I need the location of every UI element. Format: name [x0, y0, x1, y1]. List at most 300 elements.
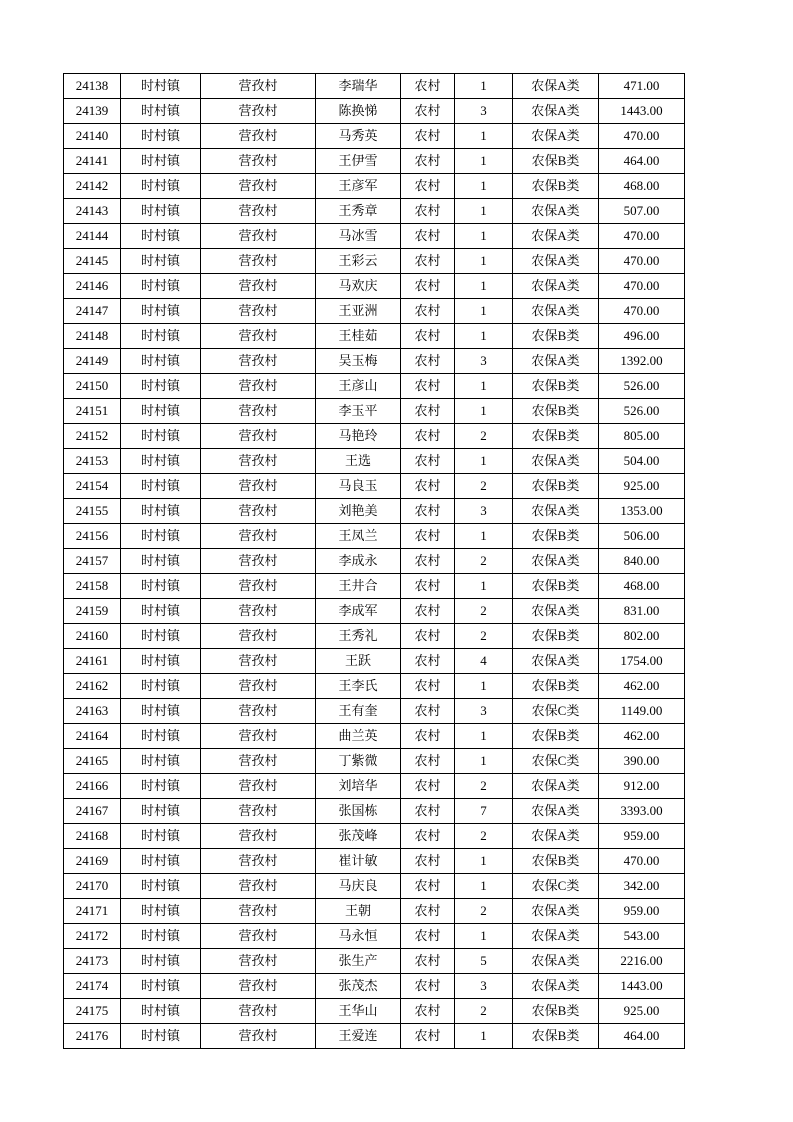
table-cell-name: 马艳玲 [316, 424, 401, 449]
table-cell-id: 24164 [64, 724, 121, 749]
table-cell-residence: 农村 [401, 74, 455, 99]
table-cell-category: 农保A类 [513, 824, 599, 849]
table-cell-amount: 959.00 [599, 899, 685, 924]
table-cell-residence: 农村 [401, 874, 455, 899]
table-row [64, 274, 685, 299]
table-cell-category: 农保B类 [513, 149, 599, 174]
table-cell-amount: 470.00 [599, 249, 685, 274]
table-cell-amount: 1353.00 [599, 499, 685, 524]
table-cell-category: 农保A类 [513, 74, 599, 99]
table-cell-id: 24140 [64, 124, 121, 149]
table-cell-residence: 农村 [401, 199, 455, 224]
table-cell-category: 农保A类 [513, 199, 599, 224]
table-cell-id: 24145 [64, 249, 121, 274]
table-cell-id: 24167 [64, 799, 121, 824]
table-cell-id: 24158 [64, 574, 121, 599]
table-cell-amount: 526.00 [599, 399, 685, 424]
table-cell-town: 时村镇 [121, 499, 201, 524]
table-cell-town: 时村镇 [121, 774, 201, 799]
table-cell-town: 时村镇 [121, 624, 201, 649]
table-cell-amount: 470.00 [599, 849, 685, 874]
table-cell-persons: 3 [455, 699, 513, 724]
table-cell-town: 时村镇 [121, 599, 201, 624]
table-cell-village: 营孜村 [201, 124, 316, 149]
table-row [64, 674, 685, 699]
table-cell-name: 刘艳美 [316, 499, 401, 524]
table-cell-village: 营孜村 [201, 824, 316, 849]
table-cell-persons: 2 [455, 774, 513, 799]
table-cell-village: 营孜村 [201, 299, 316, 324]
table-cell-residence: 农村 [401, 274, 455, 299]
table-row [64, 999, 685, 1024]
table-cell-town: 时村镇 [121, 449, 201, 474]
table-cell-town: 时村镇 [121, 374, 201, 399]
table-cell-village: 营孜村 [201, 949, 316, 974]
table-cell-town: 时村镇 [121, 899, 201, 924]
table-cell-amount: 3393.00 [599, 799, 685, 824]
table-cell-village: 营孜村 [201, 1024, 316, 1049]
table-cell-category: 农保B类 [513, 624, 599, 649]
table-cell-name: 王伊雪 [316, 149, 401, 174]
table-cell-name: 张生产 [316, 949, 401, 974]
table-cell-persons: 1 [455, 199, 513, 224]
table-row [64, 74, 685, 99]
table-cell-village: 营孜村 [201, 74, 316, 99]
table-cell-name: 陈换悌 [316, 99, 401, 124]
table-cell-persons: 2 [455, 824, 513, 849]
table-cell-amount: 464.00 [599, 1024, 685, 1049]
table-cell-village: 营孜村 [201, 174, 316, 199]
table-cell-residence: 农村 [401, 799, 455, 824]
table-cell-persons: 1 [455, 324, 513, 349]
table-cell-name: 王朝 [316, 899, 401, 924]
table-cell-name: 王彦军 [316, 174, 401, 199]
table-cell-town: 时村镇 [121, 999, 201, 1024]
table-cell-name: 王李氏 [316, 674, 401, 699]
table-cell-category: 农保B类 [513, 999, 599, 1024]
table-cell-amount: 840.00 [599, 549, 685, 574]
table-cell-category: 农保B类 [513, 674, 599, 699]
table-cell-category: 农保A类 [513, 974, 599, 999]
table-cell-name: 王凤兰 [316, 524, 401, 549]
table-cell-residence: 农村 [401, 674, 455, 699]
table-cell-amount: 925.00 [599, 474, 685, 499]
table-cell-town: 时村镇 [121, 199, 201, 224]
table-cell-name: 张茂峰 [316, 824, 401, 849]
table-cell-category: 农保A类 [513, 349, 599, 374]
table-cell-id: 24165 [64, 749, 121, 774]
table-cell-amount: 470.00 [599, 124, 685, 149]
table-cell-town: 时村镇 [121, 399, 201, 424]
table-cell-category: 农保A类 [513, 299, 599, 324]
table-cell-town: 时村镇 [121, 849, 201, 874]
table-cell-residence: 农村 [401, 524, 455, 549]
table-cell-id: 24154 [64, 474, 121, 499]
table-cell-name: 王有奎 [316, 699, 401, 724]
table-cell-id: 24148 [64, 324, 121, 349]
table-cell-category: 农保A类 [513, 799, 599, 824]
table-cell-residence: 农村 [401, 724, 455, 749]
table-cell-category: 农保A类 [513, 599, 599, 624]
table-cell-category: 农保B类 [513, 424, 599, 449]
table-cell-name: 张茂杰 [316, 974, 401, 999]
table-cell-town: 时村镇 [121, 674, 201, 699]
table-row [64, 424, 685, 449]
table-row [64, 724, 685, 749]
table-cell-id: 24159 [64, 599, 121, 624]
table-cell-id: 24162 [64, 674, 121, 699]
table-cell-persons: 1 [455, 274, 513, 299]
table-cell-persons: 7 [455, 799, 513, 824]
table-cell-name: 李成永 [316, 549, 401, 574]
table-cell-town: 时村镇 [121, 74, 201, 99]
table-cell-residence: 农村 [401, 549, 455, 574]
table-cell-village: 营孜村 [201, 149, 316, 174]
table-cell-id: 24156 [64, 524, 121, 549]
table-cell-amount: 464.00 [599, 149, 685, 174]
table-cell-town: 时村镇 [121, 299, 201, 324]
table-cell-residence: 农村 [401, 624, 455, 649]
table-cell-amount: 496.00 [599, 324, 685, 349]
table-cell-category: 农保B类 [513, 399, 599, 424]
table-cell-id: 24171 [64, 899, 121, 924]
table-cell-village: 营孜村 [201, 924, 316, 949]
table-cell-amount: 805.00 [599, 424, 685, 449]
table-cell-residence: 农村 [401, 999, 455, 1024]
table-cell-name: 刘培华 [316, 774, 401, 799]
table-cell-persons: 2 [455, 999, 513, 1024]
table-cell-residence: 农村 [401, 599, 455, 624]
table-cell-village: 营孜村 [201, 974, 316, 999]
table-cell-persons: 2 [455, 599, 513, 624]
table-cell-village: 营孜村 [201, 349, 316, 374]
table-cell-name: 马庆良 [316, 874, 401, 899]
table-cell-village: 营孜村 [201, 524, 316, 549]
table-row [64, 524, 685, 549]
table-row [64, 749, 685, 774]
table-cell-persons: 3 [455, 349, 513, 374]
table-cell-residence: 农村 [401, 774, 455, 799]
table-row [64, 799, 685, 824]
table-cell-village: 营孜村 [201, 699, 316, 724]
table-cell-village: 营孜村 [201, 724, 316, 749]
table-cell-residence: 农村 [401, 649, 455, 674]
table-cell-persons: 3 [455, 499, 513, 524]
table-row [64, 374, 685, 399]
table-cell-village: 营孜村 [201, 224, 316, 249]
table-cell-town: 时村镇 [121, 349, 201, 374]
table-cell-name: 李成军 [316, 599, 401, 624]
table-cell-id: 24157 [64, 549, 121, 574]
table-cell-category: 农保A类 [513, 899, 599, 924]
table-cell-name: 王秀章 [316, 199, 401, 224]
table-row [64, 649, 685, 674]
table-cell-village: 营孜村 [201, 574, 316, 599]
table-cell-village: 营孜村 [201, 774, 316, 799]
table-cell-amount: 471.00 [599, 74, 685, 99]
table-cell-category: 农保A类 [513, 124, 599, 149]
table-cell-persons: 1 [455, 374, 513, 399]
table-cell-town: 时村镇 [121, 274, 201, 299]
table-cell-id: 24173 [64, 949, 121, 974]
table-cell-category: 农保B类 [513, 374, 599, 399]
table-cell-persons: 5 [455, 949, 513, 974]
table-cell-village: 营孜村 [201, 499, 316, 524]
table-cell-residence: 农村 [401, 249, 455, 274]
table-cell-category: 农保A类 [513, 249, 599, 274]
table-cell-amount: 468.00 [599, 174, 685, 199]
table-cell-town: 时村镇 [121, 524, 201, 549]
table-cell-category: 农保A类 [513, 949, 599, 974]
table-cell-category: 农保C类 [513, 749, 599, 774]
table-cell-persons: 1 [455, 449, 513, 474]
table-row [64, 399, 685, 424]
table-cell-amount: 526.00 [599, 374, 685, 399]
table-cell-village: 营孜村 [201, 199, 316, 224]
table-cell-persons: 1 [455, 749, 513, 774]
table-row [64, 249, 685, 274]
table-cell-amount: 470.00 [599, 274, 685, 299]
table-cell-amount: 543.00 [599, 924, 685, 949]
table-cell-amount: 470.00 [599, 224, 685, 249]
table-cell-amount: 912.00 [599, 774, 685, 799]
table-cell-amount: 462.00 [599, 674, 685, 699]
table-cell-id: 24163 [64, 699, 121, 724]
table-cell-amount: 1392.00 [599, 349, 685, 374]
table-cell-town: 时村镇 [121, 249, 201, 274]
table-cell-category: 农保C类 [513, 874, 599, 899]
table-cell-village: 营孜村 [201, 599, 316, 624]
table-cell-village: 营孜村 [201, 399, 316, 424]
table-cell-residence: 农村 [401, 299, 455, 324]
records-table [63, 73, 685, 1049]
table-cell-id: 24169 [64, 849, 121, 874]
table-cell-id: 24142 [64, 174, 121, 199]
table-cell-category: 农保B类 [513, 524, 599, 549]
table-cell-name: 马永恒 [316, 924, 401, 949]
table-cell-id: 24151 [64, 399, 121, 424]
records-tbody [64, 74, 685, 1049]
table-cell-residence: 农村 [401, 449, 455, 474]
table-row [64, 574, 685, 599]
table-cell-residence: 农村 [401, 899, 455, 924]
table-cell-amount: 925.00 [599, 999, 685, 1024]
table-cell-village: 营孜村 [201, 324, 316, 349]
table-row [64, 149, 685, 174]
table-row [64, 299, 685, 324]
table-cell-persons: 1 [455, 924, 513, 949]
table-cell-persons: 1 [455, 674, 513, 699]
table-row [64, 224, 685, 249]
table-cell-name: 王亚洲 [316, 299, 401, 324]
table-cell-persons: 1 [455, 174, 513, 199]
table-cell-residence: 农村 [401, 949, 455, 974]
table-cell-persons: 1 [455, 74, 513, 99]
table-cell-name: 王井合 [316, 574, 401, 599]
table-cell-id: 24161 [64, 649, 121, 674]
table-cell-name: 王彩云 [316, 249, 401, 274]
table-cell-category: 农保A类 [513, 99, 599, 124]
table-cell-category: 农保A类 [513, 649, 599, 674]
table-cell-town: 时村镇 [121, 949, 201, 974]
table-cell-id: 24153 [64, 449, 121, 474]
table-cell-name: 马欢庆 [316, 274, 401, 299]
table-cell-village: 营孜村 [201, 849, 316, 874]
table-cell-id: 24143 [64, 199, 121, 224]
table-cell-residence: 农村 [401, 149, 455, 174]
table-cell-village: 营孜村 [201, 549, 316, 574]
table-cell-town: 时村镇 [121, 99, 201, 124]
table-row [64, 474, 685, 499]
table-cell-persons: 2 [455, 899, 513, 924]
table-cell-amount: 1443.00 [599, 99, 685, 124]
table-cell-category: 农保B类 [513, 574, 599, 599]
table-row [64, 199, 685, 224]
table-cell-town: 时村镇 [121, 824, 201, 849]
table-cell-persons: 1 [455, 874, 513, 899]
table-cell-village: 营孜村 [201, 799, 316, 824]
table-cell-id: 24174 [64, 974, 121, 999]
table-cell-town: 时村镇 [121, 424, 201, 449]
table-cell-id: 24170 [64, 874, 121, 899]
table-cell-name: 王华山 [316, 999, 401, 1024]
table-cell-village: 营孜村 [201, 899, 316, 924]
table-row [64, 974, 685, 999]
table-cell-amount: 506.00 [599, 524, 685, 549]
table-cell-id: 24141 [64, 149, 121, 174]
table-cell-town: 时村镇 [121, 1024, 201, 1049]
table-cell-residence: 农村 [401, 399, 455, 424]
table-row [64, 774, 685, 799]
table-cell-residence: 农村 [401, 849, 455, 874]
table-row [64, 174, 685, 199]
table-cell-persons: 2 [455, 549, 513, 574]
table-cell-village: 营孜村 [201, 649, 316, 674]
table-cell-amount: 831.00 [599, 599, 685, 624]
table-cell-name: 王彦山 [316, 374, 401, 399]
table-cell-name: 王爱连 [316, 1024, 401, 1049]
table-cell-amount: 390.00 [599, 749, 685, 774]
table-cell-persons: 1 [455, 399, 513, 424]
table-cell-category: 农保A类 [513, 224, 599, 249]
table-cell-name: 李玉平 [316, 399, 401, 424]
table-row [64, 824, 685, 849]
table-cell-residence: 农村 [401, 924, 455, 949]
table-cell-id: 24166 [64, 774, 121, 799]
table-cell-persons: 1 [455, 524, 513, 549]
table-cell-name: 王秀礼 [316, 624, 401, 649]
table-cell-village: 营孜村 [201, 374, 316, 399]
table-cell-town: 时村镇 [121, 699, 201, 724]
table-cell-persons: 2 [455, 474, 513, 499]
table-cell-town: 时村镇 [121, 874, 201, 899]
table-row [64, 499, 685, 524]
table-cell-name: 丁紫微 [316, 749, 401, 774]
table-cell-village: 营孜村 [201, 449, 316, 474]
table-cell-name: 王选 [316, 449, 401, 474]
table-cell-amount: 470.00 [599, 299, 685, 324]
table-cell-persons: 1 [455, 1024, 513, 1049]
table-cell-residence: 农村 [401, 349, 455, 374]
table-cell-village: 营孜村 [201, 999, 316, 1024]
table-row [64, 949, 685, 974]
table-cell-amount: 1149.00 [599, 699, 685, 724]
table-cell-persons: 3 [455, 974, 513, 999]
table-cell-village: 营孜村 [201, 749, 316, 774]
table-cell-village: 营孜村 [201, 474, 316, 499]
table-cell-village: 营孜村 [201, 624, 316, 649]
table-cell-persons: 2 [455, 624, 513, 649]
table-cell-persons: 1 [455, 224, 513, 249]
table-cell-id: 24176 [64, 1024, 121, 1049]
table-row [64, 324, 685, 349]
table-cell-town: 时村镇 [121, 974, 201, 999]
table-cell-persons: 1 [455, 724, 513, 749]
table-cell-residence: 农村 [401, 699, 455, 724]
table-cell-id: 24172 [64, 924, 121, 949]
table-cell-town: 时村镇 [121, 149, 201, 174]
table-cell-id: 24160 [64, 624, 121, 649]
table-cell-amount: 1443.00 [599, 974, 685, 999]
table-cell-town: 时村镇 [121, 174, 201, 199]
table-cell-id: 24138 [64, 74, 121, 99]
table-cell-name: 马秀英 [316, 124, 401, 149]
table-cell-id: 24152 [64, 424, 121, 449]
table-cell-amount: 959.00 [599, 824, 685, 849]
table-cell-town: 时村镇 [121, 799, 201, 824]
table-cell-amount: 1754.00 [599, 649, 685, 674]
table-cell-persons: 1 [455, 124, 513, 149]
table-cell-residence: 农村 [401, 499, 455, 524]
table-cell-persons: 1 [455, 299, 513, 324]
table-cell-residence: 农村 [401, 1024, 455, 1049]
table-cell-residence: 农村 [401, 424, 455, 449]
table-cell-town: 时村镇 [121, 649, 201, 674]
table-cell-persons: 1 [455, 149, 513, 174]
table-cell-town: 时村镇 [121, 549, 201, 574]
table-cell-id: 24155 [64, 499, 121, 524]
table-cell-residence: 农村 [401, 824, 455, 849]
table-row [64, 449, 685, 474]
table-cell-town: 时村镇 [121, 224, 201, 249]
table-cell-category: 农保A类 [513, 774, 599, 799]
table-cell-name: 崔计敏 [316, 849, 401, 874]
table-cell-name: 马冰雪 [316, 224, 401, 249]
table-cell-category: 农保B类 [513, 849, 599, 874]
table-cell-residence: 农村 [401, 474, 455, 499]
table-row [64, 874, 685, 899]
table-row [64, 599, 685, 624]
table-row [64, 124, 685, 149]
table-cell-amount: 507.00 [599, 199, 685, 224]
table-row [64, 624, 685, 649]
table-cell-id: 24150 [64, 374, 121, 399]
table-cell-name: 曲兰英 [316, 724, 401, 749]
table-cell-persons: 2 [455, 424, 513, 449]
table-cell-amount: 468.00 [599, 574, 685, 599]
table-cell-residence: 农村 [401, 749, 455, 774]
table-cell-name: 马良玉 [316, 474, 401, 499]
table-cell-town: 时村镇 [121, 324, 201, 349]
table-cell-persons: 1 [455, 849, 513, 874]
table-cell-town: 时村镇 [121, 574, 201, 599]
table-cell-name: 张国栋 [316, 799, 401, 824]
table-cell-persons: 3 [455, 99, 513, 124]
table-cell-category: 农保A类 [513, 549, 599, 574]
table-cell-residence: 农村 [401, 124, 455, 149]
table-cell-persons: 4 [455, 649, 513, 674]
table-cell-category: 农保A类 [513, 449, 599, 474]
